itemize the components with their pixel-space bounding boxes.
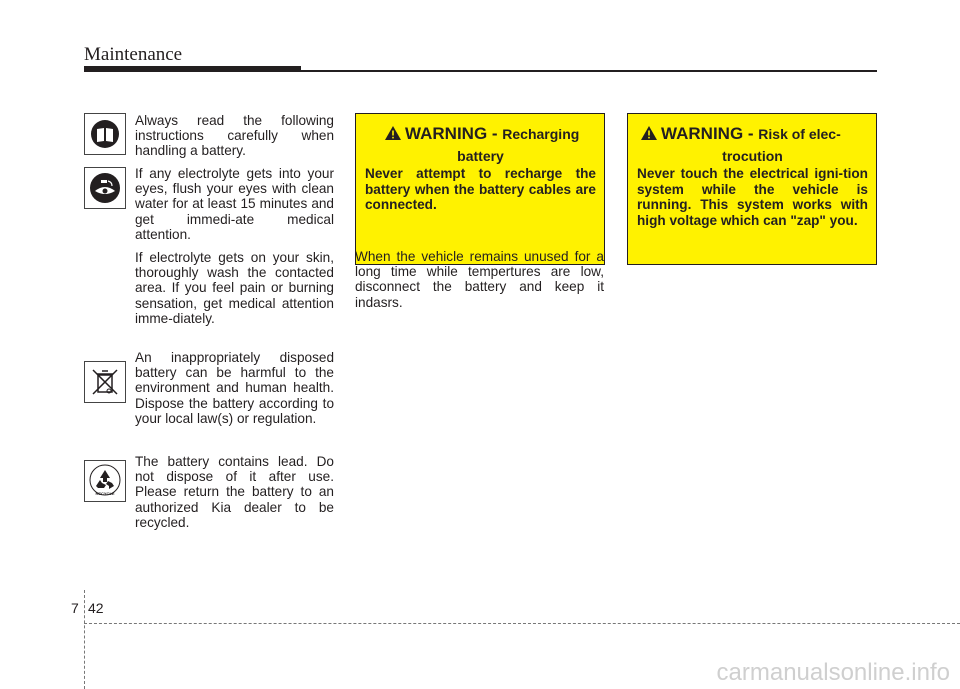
- footer-vertical-rule: [84, 590, 85, 689]
- warning-title: [637, 124, 868, 166]
- warning-box-recharging: [355, 113, 605, 265]
- svg-text:RECYCLE: RECYCLE: [95, 491, 115, 496]
- header-rule-thin: [301, 70, 877, 72]
- crossed-bin-icon: [84, 361, 126, 403]
- warning-topic: Risk of elec-: [758, 126, 841, 142]
- footer-horizontal-rule: [84, 623, 960, 624]
- warning-label: WARNING -: [661, 124, 754, 143]
- section-title: Maintenance: [84, 44, 183, 65]
- warning-title: [365, 124, 596, 166]
- eye-contact-text: If any electrolyte gets into your eyes, flush your eyes with clean water for at least 15 minutes and get immedi-ate medical attention.: [135, 166, 334, 242]
- skin-contact-text: If electrolyte gets on your skin, thoroughly wash the contacted area. If you feel pain or burning sensation, get medical attention imme-diately.: [135, 250, 334, 326]
- warning-topic-cont: battery: [457, 148, 504, 164]
- chapter-number: 7: [71, 600, 79, 616]
- warning-triangle-icon: [641, 126, 657, 140]
- battery-instructions-text: Always read the following instructions carefully when handling a battery.: [135, 113, 334, 159]
- warning-triangle-icon: [385, 126, 401, 140]
- disposal-text: An inappropriately disposed battery can be harmful to the environment and human health. Dispose the battery according to your local law(s) or regulation.: [135, 350, 334, 426]
- unused-vehicle-text: When the vehicle remains unused for a long time while tempertures are low, disconnect the battery and keep it indasrs.: [355, 249, 604, 310]
- warning-topic-cont: trocution: [722, 148, 783, 164]
- header-rule-thick: [84, 66, 301, 72]
- warning-body: Never touch the electrical igni-tion system while the vehicle is running. This system works with high voltage which can "zap" you.: [637, 166, 868, 228]
- warning-label: WARNING -: [405, 124, 498, 143]
- warning-topic: Recharging: [502, 126, 580, 142]
- warning-body: Never attempt to recharge the battery when the battery cables are connected.: [365, 166, 596, 213]
- watermark: carmanualsonline.info: [716, 659, 950, 686]
- recycle-icon: [84, 460, 126, 502]
- eye-flush-icon: [84, 167, 126, 209]
- warning-box-electrocution: [627, 113, 877, 265]
- read-manual-icon: [84, 113, 126, 155]
- recycle-text: The battery contains lead. Do not dispose of it after use. Please return the battery to an authorized Kia dealer to be recycled.: [135, 454, 334, 530]
- page-number: 42: [88, 600, 104, 616]
